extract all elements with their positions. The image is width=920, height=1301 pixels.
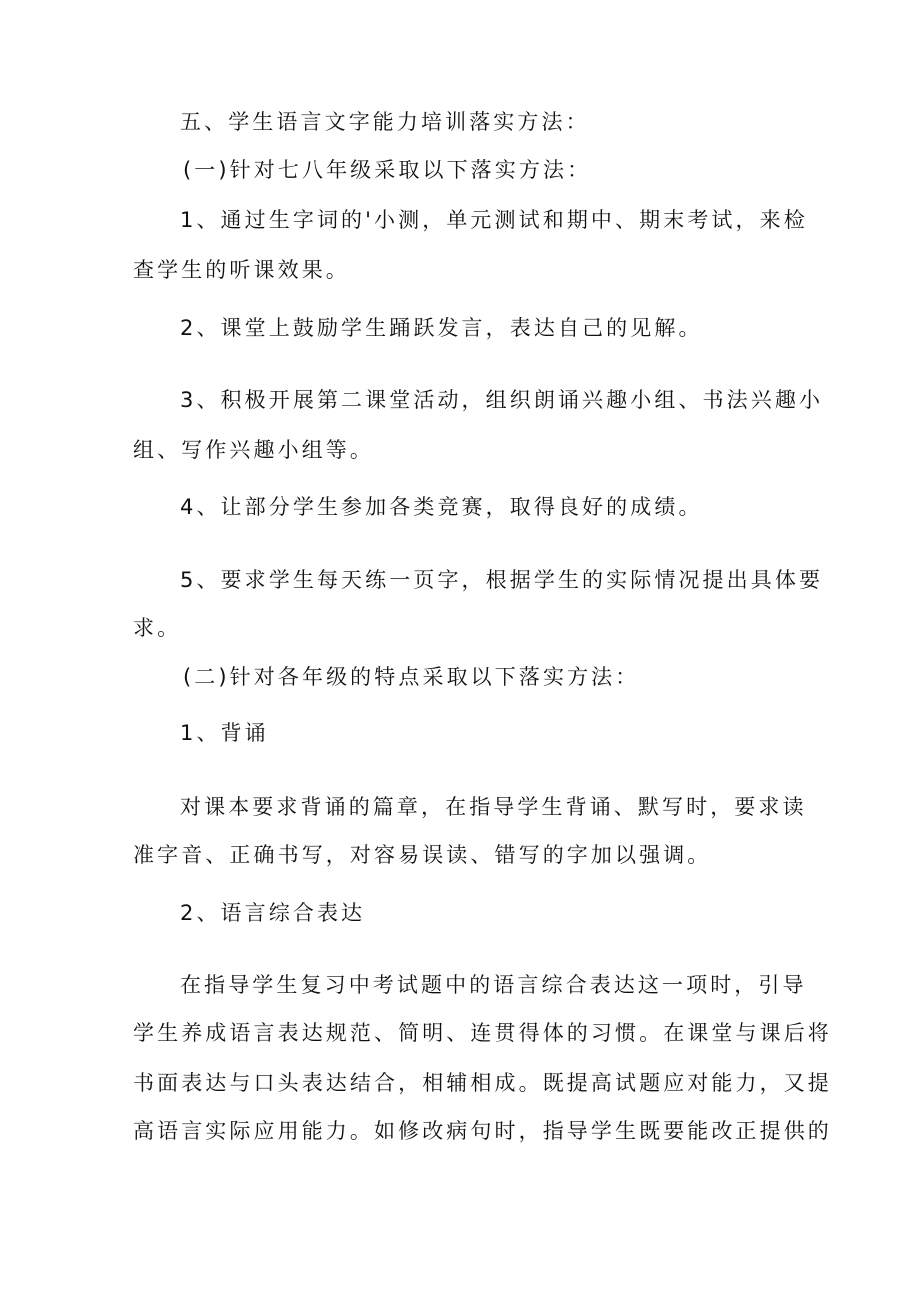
expression-paragraph-line-4: 高语言实际应用能力。如修改病句时，指导学生既要能改正提供的 xyxy=(133,1119,832,1143)
expression-heading: 2、语言综合表达 xyxy=(180,901,366,925)
subsection-heading-2: (二)针对各年级的特点采取以下落实方法： xyxy=(183,665,640,689)
item-4: 4、让部分学生参加各类竞赛，取得良好的成绩。 xyxy=(180,495,703,519)
item-1-line-2: 查学生的听课效果。 xyxy=(133,258,350,282)
recite-heading: 1、背诵 xyxy=(180,721,269,745)
recite-paragraph-line-1: 对课本要求背诵的篇章，在指导学生背诵、默写时，要求读 xyxy=(180,795,807,819)
expression-paragraph-line-2: 学生养成语言表达规范、简明、连贯得体的习惯。在课堂与课后将 xyxy=(133,1021,832,1045)
expression-paragraph-line-3: 书面表达与口头表达结合，相辅相成。既提高试题应对能力，又提 xyxy=(133,1071,832,1095)
item-2: 2、课堂上鼓励学生踊跃发言，表达自己的见解。 xyxy=(180,316,703,340)
item-1-line-1: 1、通过生字词的'小测，单元测试和期中、期末考试，来检 xyxy=(180,208,808,232)
item-5-line-1: 5、要求学生每天练一页字，根据学生的实际情况提出具体要 xyxy=(180,568,824,592)
item-5-line-2: 求。 xyxy=(133,616,182,640)
subsection-heading-1: (一)针对七八年级采取以下落实方法： xyxy=(183,158,592,182)
item-3-line-1: 3、积极开展第二课堂活动，组织朗诵兴趣小组、书法兴趣小 xyxy=(180,388,824,412)
section-heading: 五、学生语言文字能力培训落实方法： xyxy=(180,110,590,134)
expression-paragraph-line-1: 在指导学生复习中考试题中的语言综合表达这一项时，引导 xyxy=(180,973,807,997)
recite-paragraph-line-2: 准字音、正确书写，对容易误读、错写的字加以强调。 xyxy=(133,843,712,867)
item-3-line-2: 组、写作兴趣小组等。 xyxy=(133,438,374,462)
